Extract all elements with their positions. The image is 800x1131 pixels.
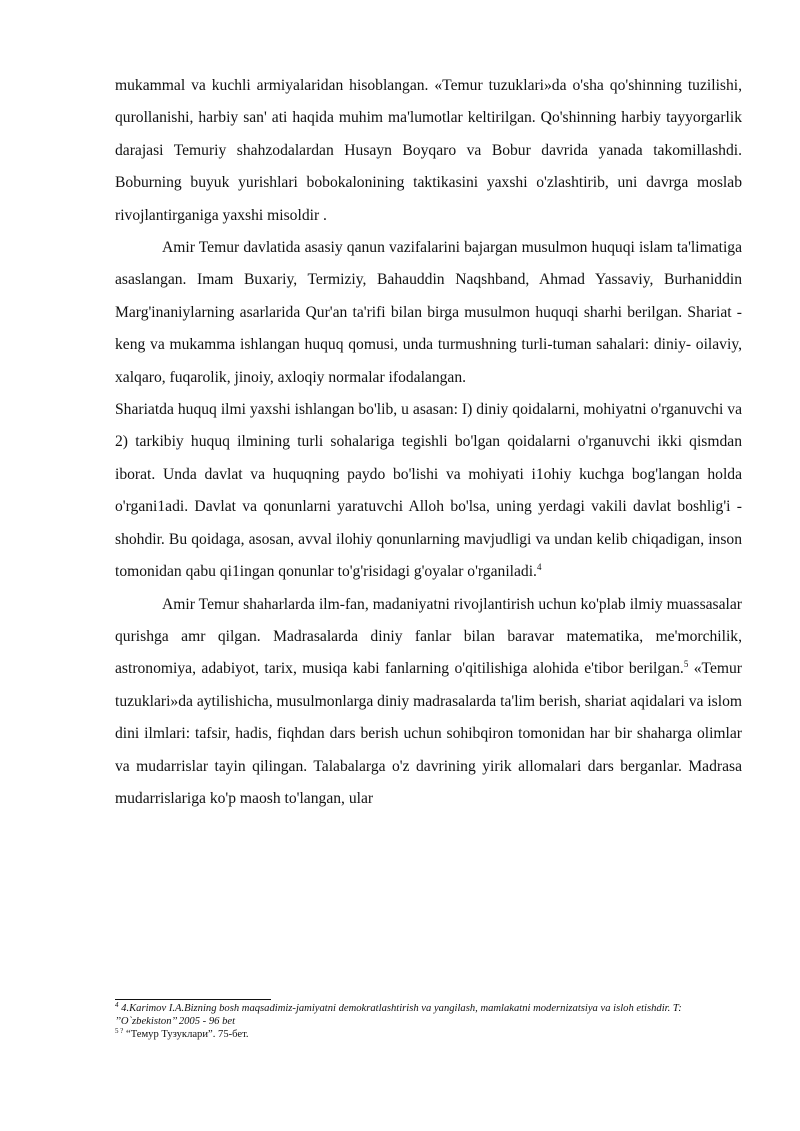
paragraph-shariat-text: Shariatda huquq ilmi yaxshi ishlangan bo'lib, u asasan: I) diniy qoidalarni, mohiyatni o'rganuvchi va 2) tarkibiy huquq ilmining turli sohalariga tegishli bo'lgan qoidalarni o'rganuvchi ikki qismdan iborat. Unda davlat va huquqning paydo bo'lishi va mohiyati i1ohiy kuchga bog'langan holda o'rgani1adi. Davlat va qonunlarni yaratuvchi Alloh bo'lsa, uning yerdagi vakili davlat boshlig'i - shohdir. Bu qoidaga, asosan, avval ilohiy qonunlarning mavjudligi va undan kelib chiqadigan, inson tomonidan qabu qi1ingan qonunlar to'g'risidagi g'oyalar o'rganiladi. <box>115 401 742 581</box>
paragraph-education-text-2: «Temur tuzuklari»da aytilishicha, musulmonlarga diniy madrasalarda ta'lim berish, shariat aqidalari va islom dini ilmlari: tafsir, hadis, fiqhdan dars berish uchun sohibqiron tomonidan har bir shaharga olimlar va mudarrislar tayin qilingan. Talabalarga o'z davrining yirik allomalari dars berganlar. Madrasa mudarrislariga ko'p maosh to'langan, ular <box>115 660 742 807</box>
body-text <box>115 70 742 815</box>
footnote-5-mark: 5 ? <box>115 1027 124 1036</box>
footnote-ref-4: 4 <box>536 562 542 573</box>
footnote-4-text: 4.Karimov I.A.Bizning bosh maqsadimiz-jamiyatni demokratlashtirish va yangilash, mamlakatni modernizatsiya va isloh etishdir. T: ’’O`zbekiston’’ 2005 - 96 bet <box>115 1003 682 1028</box>
footnote-separator <box>115 999 271 1000</box>
document-page <box>115 70 742 815</box>
footnote-5-text: “Темур Тузуклари”. 75-бет. <box>123 1029 249 1041</box>
footnotes-section <box>115 999 745 1042</box>
paragraph-education <box>115 589 742 816</box>
paragraph-muslim-law: Amir Temur davlatida asasiy qanun vazifalarini bajargan musulmon huquqi islam ta'limatiga asaslangan. Imam Buxariy, Termiziy, Bahauddin Naqshband, Ahmad Yassaviy, Burhaniddin Marg'inaniylarning asarlarida Qur'an ta'rifi bilan birga musulmon huquqi sharhi berilgan. Shariat - keng va mukamma ishlangan huquq qomusi, unda turmushning turli-tuman sahalari: diniy- oilaviy, xalqaro, fuqarolik, jinoiy, axloqiy normalar ifodalangan. <box>115 239 742 386</box>
footnote-ref-5: 5 <box>683 659 689 670</box>
footnote-5 <box>115 1028 745 1041</box>
paragraph-army: mukammal va kuchli armiyalaridan hisoblangan. «Temur tuzuklari»da o'sha qo'shinning tuzilishi, qurollanishi, harbiy san' ati haqida muhim ma'lumotlar keltirilgan. Qo'shinning harbiy tayyorgarlik darajasi Temuriy shahzodalardan Husayn Boyqaro va Bobur davrida yanada takomillashdi. Boburning buyuk yurishlari bobokalonining taktikasini yaxshi o'zlashtirib, uni davrga moslab rivojlantirganiga yaxshi misoldir . <box>115 77 742 224</box>
footnote-4-mark: 4 <box>115 1001 119 1009</box>
footnote-4 <box>115 1002 745 1028</box>
paragraph-shariat <box>115 394 742 588</box>
paragraph-education-text-1: Amir Temur shaharlarda ilm-fan, madaniyatni rivojlantirish uchun ko'plab ilmiy muassasalar qurishga amr qilgan. Madrasalarda diniy fanlar bilan baravar matematika, me'morchilik, astronomiya, adabiyot, tarix, musiqa kabi fanlarning o'qitilishiga alohida e'tibor berilgan. <box>115 595 742 678</box>
